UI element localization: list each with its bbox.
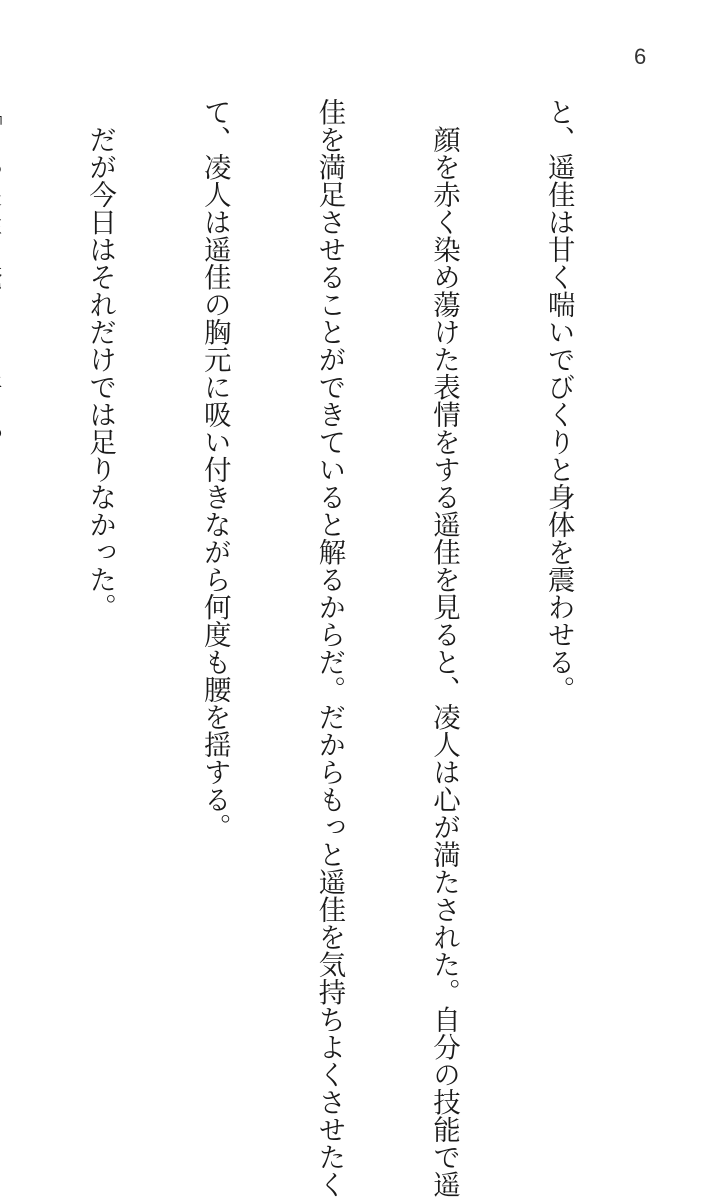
text-line-3: 佳を満足させることができていると解るからだ。だからもっと遥佳を気持ちよくさせたく <box>313 98 346 1198</box>
text-line-4: て、凌人は遥佳の胸元に吸い付きながら何度も腰を揺する。 <box>198 98 231 841</box>
page-number: 6 <box>634 44 647 69</box>
vertical-text-body <box>0 98 654 1198</box>
text-line-1: と、遥佳は甘く喘いでびくりと身体を震わせる。 <box>542 98 575 703</box>
text-line-6 <box>0 98 5 978</box>
text-line-5: だが今日はそれだけでは足りなかった。 <box>84 98 117 621</box>
text-line-2: 顔を赤く染め蕩けた表情をする遥佳を見ると、凌人は心が満たされた。自分の技能で遥 <box>427 98 460 1198</box>
